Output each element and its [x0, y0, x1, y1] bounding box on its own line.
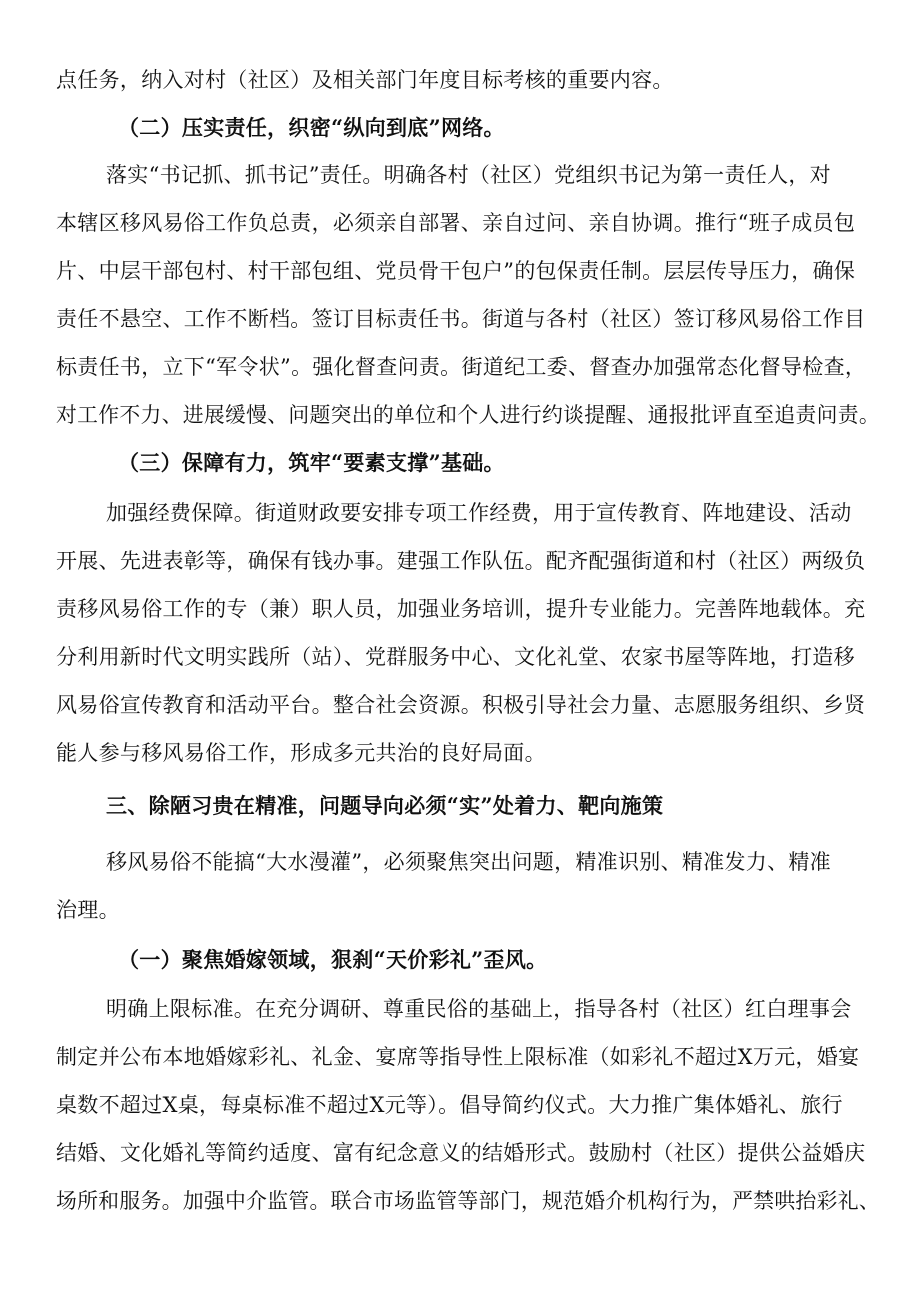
paragraph-line: 标责任书，立下“军令状”。强化督查问责。街道纪工委、督查办加强常态化督导检查， [56, 355, 867, 379]
paragraph-line: 片、中层干部包村、村干部包组、党员骨干包户”的包保责任制。层层传导压力，确保 [56, 259, 856, 283]
paragraph-line: 能人参与移风易俗工作，形成多元共治的良好局面。 [56, 741, 546, 765]
paragraph-line: 移风易俗不能搞“大水漫灌”，必须聚焦突出问题，精准识别、精准发力、精准 [106, 850, 831, 874]
paragraph-line: 风易俗宣传教育和活动平台。整合社会资源。积极引导社会力量、志愿服务组织、乡贤 [56, 693, 866, 717]
paragraph-line: 责任不悬空、工作不断档。签订目标责任书。街道与各村（社区）签订移风易俗工作目 [56, 307, 866, 331]
section-heading: （三）保障有力，筑牢“要素支撑”基础。 [118, 450, 505, 475]
paragraph-line: 制定并公布本地婚嫁彩礼、礼金、宴席等指导性上限标准（如彩礼不超过X万元，婚宴 [56, 1045, 860, 1069]
paragraph-line: 分利用新时代文明实践所（站）、党群服务中心、文化礼堂、农家书屋等阵地，打造移 [56, 645, 855, 669]
paragraph-line: 责移风易俗工作的专（兼）职人员，加强业务培训，提升专业能力。完善阵地载体。充 [56, 597, 866, 621]
paragraph-line: 对工作不力、进展缓慢、问题突出的单位和个人进行约谈提醒、通报批评直至追责问责。 [56, 403, 880, 427]
paragraph-line: 场所和服务。加强中介监管。联合市场监管等部门，规范婚介机构行为，严禁哄抬彩礼、 [56, 1189, 880, 1213]
paragraph-line: 本辖区移风易俗工作负总责，必须亲自部署、亲自过问、亲自协调。推行“班子成员包 [56, 211, 856, 235]
section-heading: （一）聚焦婚嫁领域，狠刹“天价彩礼”歪风。 [118, 947, 548, 972]
section-heading: （二）压实责任，织密“纵向到底”网络。 [118, 115, 505, 140]
paragraph-line: 点任务，纳入对村（社区）及相关部门年度目标考核的重要内容。 [56, 68, 674, 92]
paragraph-line: 结婚、文化婚礼等简约适度、富有纪念意义的结婚形式。鼓励村（社区）提供公益婚庆 [56, 1141, 866, 1165]
paragraph-line: 桌数不超过X桌，每桌标准不超过X元等）。倡导简约仪式。大力推广集体婚礼、旅行 [56, 1093, 843, 1117]
paragraph-line: 加强经费保障。街道财政要安排专项工作经费，用于宣传教育、阵地建设、活动 [106, 501, 852, 525]
paragraph-line: 开展、先进表彰等，确保有钱办事。建强工作队伍。配齐配强街道和村（社区）两级负 [56, 549, 866, 573]
paragraph-line: 治理。 [56, 898, 120, 922]
paragraph-line: 明确上限标准。在充分调研、尊重民俗的基础上，指导各村（社区）红白理事会 [106, 997, 852, 1021]
chapter-heading: 三、除陋习贵在精准，问题导向必须“实”处着力、靶向施策 [106, 793, 664, 818]
paragraph-line: 落实“书记抓、抓书记”责任。明确各村（社区）党组织书记为第一责任人，对 [106, 163, 831, 187]
